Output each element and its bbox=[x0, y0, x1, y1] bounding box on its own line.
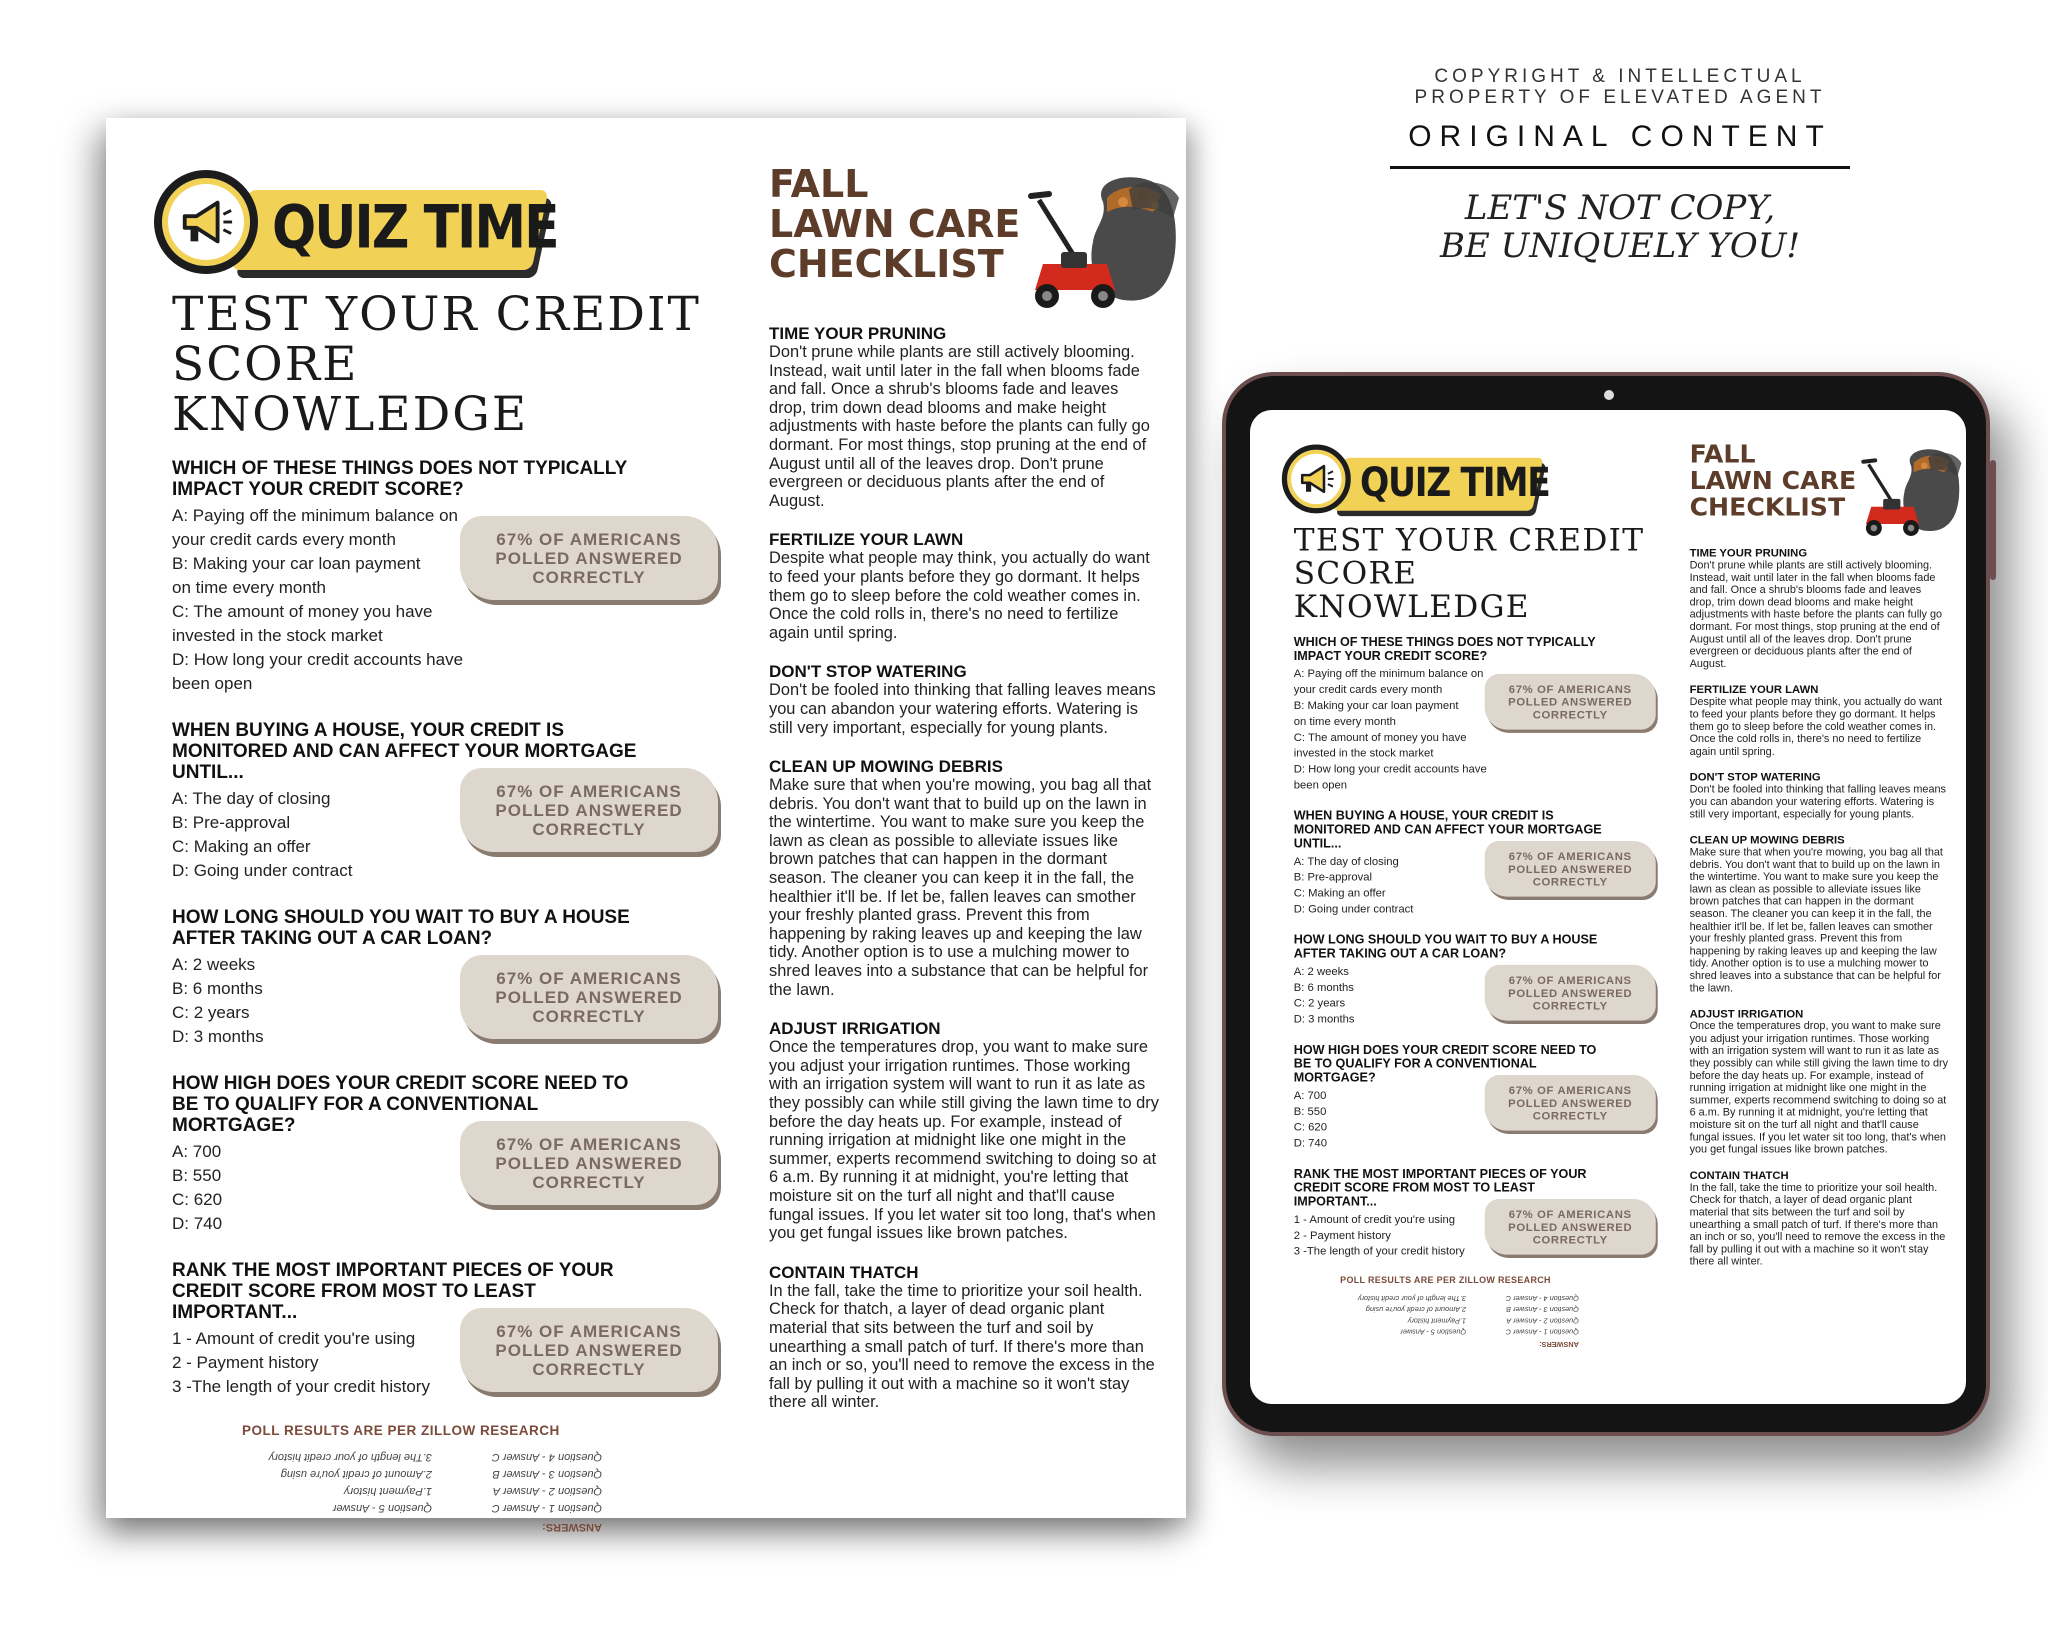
quiz-title bbox=[172, 287, 712, 442]
answer-options bbox=[172, 787, 482, 883]
answer-options bbox=[1294, 666, 1500, 793]
answer-option: B: 6 months bbox=[1293, 980, 1354, 994]
answer-option: B: Making your car loan payment bbox=[172, 554, 421, 573]
question-text: RANK THE MOST IMPORTANT PIECES OF YOUR CREDIT SCORE FROM MOST TO LEAST IMPORTANT... bbox=[172, 1260, 614, 1323]
answer-option: A: Paying off the minimum balance on bbox=[1293, 667, 1484, 680]
section-body: In the fall, take the time to prioritize your soil health. Check for thatch, a layer of dead organic plant material that sits between the turf and soil by unearthing a small patch of turf. If there's more than an inch or so, you'll need to remove the excess in the fall by pulling it out with a machine so it won't stay there all winter. bbox=[769, 1281, 1155, 1412]
quiz-question bbox=[1294, 1043, 1652, 1151]
original-content-label: ORIGINAL CONTENT bbox=[1390, 120, 1850, 169]
copyright-notice bbox=[1390, 66, 1850, 265]
section-body: Once the temperatures drop, you want to make sure you adjust your irrigation runtimes. Those working with an irrigation system will want to run it as late as they possibly can while still giving the lawn time to dry before the day heats up. For example, instead of running irrigation at midnight like one might in the summer, experts recommend switching to doing so at 6 a.m. By running it at midnight, you're letting that moisture sit on the turf all night and that'll cause fungal issues. If you let water sit too long, that's when you get fungal issues like brown patches. bbox=[1689, 1020, 1949, 1156]
quiz-title-line2: SCORE KNOWLEDGE bbox=[1293, 555, 1530, 625]
section-body: Don't prune while plants are still actively blooming. Instead, wait until later in the fall when blooms fade and fall. Once a shrub's blooms fade and leaves drop, trim down dead blooms and make height adjustments with haste before the plants can fully go dormant. For most things, stop pruning at the end of August until all of the leaves drop. Don't prune evergreen or deciduous plants after the end of August. bbox=[769, 343, 1150, 510]
answer-option: your credit cards every month bbox=[1293, 683, 1443, 696]
section-body: Despite what people may think, you actually do want to feed your plants before they go dormant. It helps them go to sleep before the cold weather comes in. Once the cold rolls in, there's no need to fertilize again until spring. bbox=[1689, 695, 1943, 758]
section-heading: FERTILIZE YOUR LAWN bbox=[769, 530, 964, 550]
quiz-question bbox=[172, 720, 712, 883]
answer-option: 3 -The length of your credit history bbox=[172, 1377, 430, 1396]
quiz-question bbox=[1294, 933, 1652, 1027]
section-heading: CLEAN UP MOWING DEBRIS bbox=[769, 757, 1003, 777]
tablet-camera bbox=[1604, 390, 1614, 400]
tagline-line2: BE UNIQUELY YOU! bbox=[1439, 226, 1801, 266]
answer-option: C: The amount of money you have bbox=[1293, 730, 1467, 744]
answer-options bbox=[172, 953, 482, 1049]
section-heading: DON'T STOP WATERING bbox=[769, 662, 967, 682]
answer-key-line: 3.The length of your credit history bbox=[1357, 1293, 1467, 1302]
question-list bbox=[1294, 635, 1652, 1259]
quiz-title bbox=[1294, 524, 1652, 623]
section-heading: CLEAN UP MOWING DEBRIS bbox=[1689, 833, 1845, 847]
megaphone-badge bbox=[1282, 444, 1351, 513]
poll-results-note: POLL RESULTS ARE PER ZILLOW RESEARCH bbox=[242, 1423, 560, 1438]
answer-option: D: How long your credit accounts have been open bbox=[1293, 762, 1487, 792]
quiz-column bbox=[152, 164, 712, 1533]
answer-key-line: 2.Amount of credit you're using bbox=[280, 1468, 432, 1480]
answer-option: C: 2 years bbox=[1293, 996, 1346, 1010]
answer-option: C: 620 bbox=[1293, 1120, 1327, 1134]
answer-key-upside-down bbox=[1347, 1292, 1579, 1350]
section-heading: ADJUST IRRIGATION bbox=[1689, 1007, 1804, 1021]
section-body: In the fall, take the time to prioritize your soil health. Check for thatch, a layer of dead organic plant material that sits between the turf and soil by unearthing a small patch of turf. If there's more than an inch or so, you'll need to remove the excess in the fall by pulling it out with a machine so it won't stay there all winter. bbox=[1689, 1181, 1946, 1268]
answer-key-line: Question 4 - Answer C bbox=[491, 1451, 602, 1463]
question-text: HOW HIGH DOES YOUR CREDIT SCORE NEED TO BE TO QUALIFY FOR A CONVENTIONAL MORTGAGE? bbox=[1293, 1043, 1597, 1085]
tablet-document-preview bbox=[1250, 410, 1966, 1349]
poll-stat-badge: 67% OF AMERICANS POLLED ANSWERED CORRECTLY bbox=[1485, 674, 1656, 730]
question-text: HOW LONG SHOULD YOU WAIT TO BUY A HOUSE AFTER TAKING OUT A CAR LOAN? bbox=[1293, 933, 1598, 961]
answer-option: A: The day of closing bbox=[1293, 854, 1399, 868]
lawn-title-line3: CHECKLIST bbox=[769, 242, 1004, 286]
answer-option: D: 3 months bbox=[1293, 1012, 1355, 1026]
lawn-title-line1: FALL bbox=[1689, 439, 1756, 469]
section-body: Make sure that when you're mowing, you bag all that debris. You don't want that to build up on the lawn in the wintertime. You want to make sure you keep the lawn as clean as possible to alleviate issues like brown patches that can happen in the dormant season. The cleaner you can keep it in the fall, the healthier it'll be. If let be, fallen leaves can smother your freshly planted grass. Prevent this from happening by raking leaves up and keeping the law tidy. Another option is to use a mulching mower to shred leaves into a substance that can be helpful for the lawn. bbox=[769, 776, 1152, 999]
answer-option: D: 740 bbox=[1293, 1136, 1327, 1150]
answer-key-line: Question 4 - Answer C bbox=[1505, 1293, 1579, 1302]
question-text: HOW HIGH DOES YOUR CREDIT SCORE NEED TO BE TO QUALIFY FOR A CONVENTIONAL MORTGAGE? bbox=[172, 1073, 629, 1136]
quiz-question bbox=[1294, 635, 1652, 793]
copyright-line1: COPYRIGHT & INTELLECTUAL bbox=[1434, 66, 1806, 87]
answer-key-line: 2.Amount of credit you're using bbox=[1365, 1305, 1467, 1314]
document-page bbox=[106, 118, 1186, 1533]
answer-option: D: 3 months bbox=[172, 1027, 264, 1046]
quiz-title-line2: SCORE KNOWLEDGE bbox=[172, 337, 529, 442]
answer-option: invested in the stock market bbox=[172, 626, 383, 645]
poll-stat-badge: 67% OF AMERICANS POLLED ANSWERED CORRECTLY bbox=[1485, 841, 1656, 897]
answer-option: B: Making your car loan payment bbox=[1293, 699, 1459, 712]
section-body: Once the temperatures drop, you want to make sure you adjust your irrigation runtimes. Those working with an irrigation system will want to run it as late as they possibly can while still giving the lawn time to dry before the day heats up. For example, instead of running irrigation at midnight like one might in the summer, experts recommend switching to doing so at 6 a.m. By running it at midnight, you're letting that moisture sit on the turf all night and that'll cause fungal issues. If you let water sit too long, that's when you get fungal issues like brown patches. bbox=[769, 1038, 1159, 1243]
section-body: Don't prune while plants are still actively blooming. Instead, wait until later in the fall when blooms fade and fall. Once a shrub's blooms fade and leaves drop, trim down dead blooms and make height adjustments with haste before the plants can fully go dormant. For most things, stop pruning at the end of August until all of the leaves drop. Don't prune evergreen or deciduous plants after the end of August. bbox=[1689, 559, 1943, 670]
checklist-section bbox=[1690, 771, 1949, 821]
poll-stat-badge: 67% OF AMERICANS POLLED ANSWERED CORRECTLY bbox=[460, 1308, 718, 1392]
section-heading: CONTAIN THATCH bbox=[1689, 1168, 1789, 1182]
quiz-question bbox=[1294, 809, 1652, 917]
checklist-section bbox=[769, 530, 1159, 642]
answers-grid bbox=[252, 1448, 602, 1516]
section-heading: DON'T STOP WATERING bbox=[1689, 770, 1821, 784]
quiz-time-banner bbox=[1280, 440, 1651, 520]
answer-option: D: How long your credit accounts have been open bbox=[172, 650, 464, 693]
question-text: HOW LONG SHOULD YOU WAIT TO BUY A HOUSE AFTER TAKING OUT A CAR LOAN? bbox=[172, 907, 630, 949]
poll-stat-badge: 67% OF AMERICANS POLLED ANSWERED CORRECTLY bbox=[460, 516, 718, 600]
checklist-section bbox=[769, 1019, 1159, 1243]
question-list bbox=[172, 458, 712, 1399]
answer-options bbox=[1294, 964, 1500, 1028]
tagline bbox=[1390, 189, 1850, 265]
poll-stat-badge: 67% OF AMERICANS POLLED ANSWERED CORRECTLY bbox=[460, 768, 718, 852]
poll-stat-badge: 67% OF AMERICANS POLLED ANSWERED CORRECTLY bbox=[1485, 1075, 1656, 1131]
checklist-section bbox=[769, 757, 1159, 999]
answer-options bbox=[1294, 1212, 1500, 1260]
question-text: WHICH OF THESE THINGS DOES NOT TYPICALLY IMPACT YOUR CREDIT SCORE? bbox=[1293, 635, 1596, 664]
answer-key-line: 1.Payment history bbox=[343, 1485, 432, 1497]
checklist-section bbox=[1690, 683, 1949, 757]
answer-option: C: The amount of money you have bbox=[172, 602, 433, 621]
answer-option: B: 550 bbox=[1293, 1104, 1327, 1118]
tablet-mockup bbox=[1222, 372, 1990, 1436]
quiz-question bbox=[172, 1073, 712, 1236]
copyright-line2: PROPERTY OF ELEVATED AGENT bbox=[1414, 87, 1826, 108]
section-heading: ADJUST IRRIGATION bbox=[769, 1019, 941, 1039]
answer-options bbox=[172, 1327, 482, 1399]
answer-key-line: Question 2 - Answer A bbox=[492, 1485, 602, 1497]
answer-key-line: Question 1 - Answer C bbox=[491, 1502, 602, 1514]
answer-option: D: 740 bbox=[172, 1214, 223, 1233]
answer-option: on time every month bbox=[1293, 714, 1396, 728]
quiz-question bbox=[172, 1260, 712, 1399]
lawn-care-sections bbox=[769, 324, 1159, 1412]
checklist-section bbox=[1690, 834, 1949, 995]
quiz-title-line1: TEST YOUR CREDIT bbox=[1293, 522, 1645, 559]
quiz-question bbox=[172, 907, 712, 1049]
section-body: Despite what people may think, you actually do want to feed your plants before they go dormant. It helps them go to sleep before the cold weather comes in. Once the cold rolls in, there's no need to fertilize again until spring. bbox=[769, 549, 1150, 642]
megaphone-icon bbox=[1297, 460, 1335, 498]
megaphone-badge bbox=[154, 170, 258, 274]
answers-heading: ANSWERS: bbox=[542, 1521, 602, 1533]
lawn-care-column bbox=[1690, 440, 1949, 1328]
quiz-time-banner bbox=[152, 164, 712, 284]
quiz-time-label: QUIZ TIME bbox=[272, 193, 558, 263]
answer-option: 1 - Amount of credit you're using bbox=[172, 1329, 416, 1348]
answer-option: B: 550 bbox=[172, 1166, 222, 1185]
checklist-section bbox=[1690, 1008, 1949, 1156]
answer-options bbox=[1294, 854, 1500, 918]
tagline-line1: LET'S NOT COPY, bbox=[1464, 188, 1776, 228]
poll-results-note: POLL RESULTS ARE PER ZILLOW RESEARCH bbox=[1340, 1275, 1551, 1286]
section-heading: TIME YOUR PRUNING bbox=[769, 324, 947, 343]
question-text: WHEN BUYING A HOUSE, YOUR CREDIT IS MONITORED AND CAN AFFECT YOUR MORTGAGE UNTIL... bbox=[172, 720, 637, 783]
checklist-section bbox=[1690, 547, 1949, 671]
answer-option: A: The day of closing bbox=[172, 789, 331, 808]
answer-option: C: 620 bbox=[172, 1190, 223, 1209]
answer-option: A: 700 bbox=[1293, 1088, 1327, 1102]
answer-option: A: 700 bbox=[172, 1142, 222, 1161]
tablet-screen bbox=[1250, 410, 1966, 1404]
answer-option: 1 - Amount of credit you're using bbox=[1293, 1212, 1456, 1226]
answer-option: your credit cards every month bbox=[172, 530, 396, 549]
question-text: WHICH OF THESE THINGS DOES NOT TYPICALLY IMPACT YOUR CREDIT SCORE? bbox=[172, 458, 627, 500]
section-body: Don't be fooled into thinking that falling leaves means you can abandon your watering efforts. Watering is still very important, especially for young plants. bbox=[1689, 783, 1946, 821]
answer-option: 2 - Payment history bbox=[172, 1353, 319, 1372]
answer-key-line: Question 2 - Answer A bbox=[1506, 1316, 1579, 1325]
lawn-care-sections bbox=[1690, 547, 1949, 1268]
answer-key-line: Question 3 - Answer B bbox=[492, 1468, 602, 1480]
answer-option: C: Making an offer bbox=[1293, 886, 1386, 900]
megaphone-icon bbox=[177, 193, 235, 251]
question-text: WHEN BUYING A HOUSE, YOUR CREDIT IS MONITORED AND CAN AFFECT YOUR MORTGAGE UNTIL... bbox=[1293, 809, 1602, 851]
poll-stat-badge: 67% OF AMERICANS POLLED ANSWERED CORRECTLY bbox=[1485, 1199, 1656, 1255]
checklist-section bbox=[769, 1263, 1159, 1412]
answer-key-line: Question 3 - Answer B bbox=[1506, 1305, 1579, 1314]
lawn-care-header bbox=[1690, 440, 1949, 546]
answers-heading: ANSWERS: bbox=[1539, 1340, 1579, 1349]
section-heading: FERTILIZE YOUR LAWN bbox=[1689, 683, 1819, 696]
answer-option: A: 2 weeks bbox=[1293, 964, 1349, 978]
answer-key-line: 1.Payment history bbox=[1407, 1316, 1467, 1325]
answer-option: B: 6 months bbox=[172, 979, 263, 998]
lawn-mower-and-leaf-bags-illustration bbox=[1831, 446, 1964, 545]
answer-option: 2 - Payment history bbox=[1293, 1228, 1391, 1242]
quiz-time-label: QUIZ TIME bbox=[1360, 460, 1550, 506]
answer-options bbox=[172, 1140, 482, 1236]
answer-option: B: Pre-approval bbox=[1293, 870, 1373, 884]
answer-key-line: Question 5 - Answer bbox=[1400, 1327, 1467, 1336]
answer-key-line: 3.The length of your credit history bbox=[268, 1451, 432, 1463]
answer-options bbox=[172, 504, 482, 696]
checklist-section bbox=[769, 324, 1159, 510]
answer-option: A: 2 weeks bbox=[172, 955, 256, 974]
poll-stat-badge: 67% OF AMERICANS POLLED ANSWERED CORRECTLY bbox=[460, 955, 718, 1039]
answer-option: B: Pre-approval bbox=[172, 813, 291, 832]
section-body: Don't be fooled into thinking that falling leaves means you can abandon your watering efforts. Watering is still very important, especially for young plants. bbox=[769, 681, 1156, 737]
answers-grid bbox=[1347, 1292, 1579, 1337]
tablet-side-button bbox=[1990, 460, 1996, 580]
lawn-title-line1: FALL bbox=[769, 162, 869, 206]
answer-option: on time every month bbox=[172, 578, 327, 597]
question-text: RANK THE MOST IMPORTANT PIECES OF YOUR CREDIT SCORE FROM MOST TO LEAST IMPORTANT... bbox=[1293, 1167, 1587, 1209]
quiz-question bbox=[172, 458, 712, 696]
answer-key-line: Question 1 - Answer C bbox=[1505, 1327, 1579, 1336]
quiz-column bbox=[1280, 440, 1651, 1349]
answer-key-line: Question 5 - Answer bbox=[332, 1502, 432, 1514]
section-heading: TIME YOUR PRUNING bbox=[1689, 546, 1808, 560]
lawn-title-line2: LAWN CARE bbox=[769, 202, 1021, 246]
answer-option: D: Going under contract bbox=[172, 861, 353, 880]
quiz-title-line1: TEST YOUR CREDIT bbox=[172, 287, 701, 342]
lawn-care-column bbox=[769, 164, 1159, 1504]
checklist-section bbox=[1690, 1169, 1949, 1268]
lawn-care-header bbox=[769, 164, 1159, 324]
answer-options bbox=[1294, 1088, 1500, 1152]
answer-option: C: Making an offer bbox=[172, 837, 311, 856]
section-heading: CONTAIN THATCH bbox=[769, 1262, 919, 1282]
answer-option: C: 2 years bbox=[172, 1003, 250, 1022]
answer-key-upside-down bbox=[252, 1448, 602, 1535]
checklist-section bbox=[769, 662, 1159, 737]
lawn-mower-and-leaf-bags-illustration bbox=[983, 172, 1183, 322]
answer-option: 3 -The length of your credit history bbox=[1293, 1244, 1465, 1258]
quiz-question bbox=[1294, 1167, 1652, 1259]
answer-option: invested in the stock market bbox=[1293, 746, 1434, 760]
answer-option: A: Paying off the minimum balance on bbox=[172, 506, 459, 525]
lawn-title-line3: CHECKLIST bbox=[1689, 492, 1846, 522]
poll-stat-badge: 67% OF AMERICANS POLLED ANSWERED CORRECTLY bbox=[460, 1121, 718, 1205]
poll-stat-badge: 67% OF AMERICANS POLLED ANSWERED CORRECTLY bbox=[1485, 965, 1656, 1021]
answer-option: D: Going under contract bbox=[1293, 902, 1414, 916]
section-body: Make sure that when you're mowing, you bag all that debris. You don't want that to build up on the lawn in the wintertime. You want to make sure you keep the lawn as clean as possible to alleviate issues like brown patches that can happen in the dormant season. The cleaner you can keep it in the fall, the healthier it'll be. If let be, fallen leaves can smother your freshly planted grass. Prevent this from happening by raking leaves up and keeping the law tidy. Another option is to use a mulching mower to shred leaves into a substance that can be helpful for the lawn. bbox=[1689, 846, 1943, 994]
lawn-title-line2: LAWN CARE bbox=[1689, 465, 1857, 495]
